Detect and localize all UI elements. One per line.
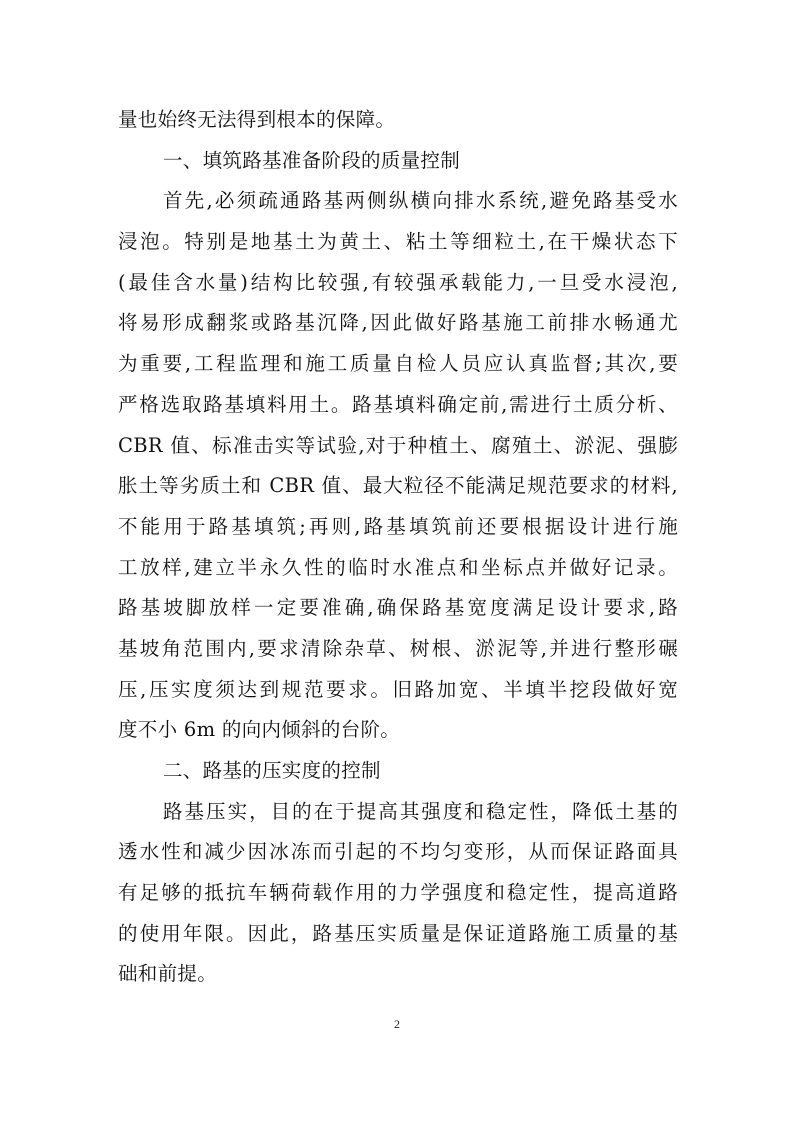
paragraph-line: 首先,必须疏通路基两侧纵横向排水系统,避免路基受水 (163, 189, 678, 213)
section-heading-1: 一、填筑路基准备阶段的质量控制 (163, 148, 461, 172)
section-heading-2: 二、路基的压实度的控制 (163, 759, 381, 782)
paragraph-line: 将易形成翻浆或路基沉降,因此做好路基施工前排水畅通尤 (118, 311, 678, 335)
paragraph-line: 基坡角范围内,要求清除杂草、树根、淤泥等,并进行整形碾 (118, 636, 678, 660)
paragraph-line: 压,压实度须达到规范要求。旧路加宽、半填半挖段做好宽 (118, 677, 678, 701)
paragraph-line: (最佳含水量)结构比较强,有较强承载能力,一旦受水浸泡, (118, 270, 678, 294)
body-text (118, 100, 678, 995)
paragraph-line: 不能用于路基填筑;再则,路基填筑前还要根据设计进行施 (118, 514, 678, 538)
paragraph-line: 胀土等劣质土和 CBR 值、最大粒径不能满足规范要求的材料, (118, 474, 678, 498)
paragraph-line: 浸泡。特别是地基土为黄土、粘土等细粒土,在干燥状态下 (118, 230, 678, 254)
paragraph-line: 严格选取路基填料用土。路基填料确定前,需进行土质分析、 (118, 392, 678, 416)
paragraph-line: 路基压实，目的在于提高其强度和稳定性，降低土基的 (163, 799, 678, 823)
paragraph-line: 路基坡脚放样一定要准确,确保路基宽度满足设计要求,路 (118, 596, 678, 620)
paragraph-line: 有足够的抵抗车辆荷载作用的力学强度和稳定性，提高道路 (118, 881, 678, 905)
paragraph-line: 的使用年限。因此，路基压实质量是保证道路施工质量的基 (118, 921, 678, 945)
paragraph-line: 度不小 6m 的向内倾斜的台阶。 (118, 718, 401, 742)
page-number: 2 (394, 1017, 400, 1031)
paragraph-line: CBR 值、标准击实等试验,对于种植土、腐殖土、淤泥、强膨 (118, 433, 678, 457)
paragraph-line: 透水性和减少因冰冻而引起的不均匀变形，从而保证路面具 (118, 840, 678, 864)
paragraph-line: 量也始终无法得到根本的保障。 (118, 108, 396, 131)
paragraph-line: 为重要,工程监理和施工质量自检人员应认真监督;其次,要 (118, 352, 678, 376)
paragraph-line: 础和前提。 (118, 962, 218, 986)
paragraph-line: 工放样,建立半永久性的临时水准点和坐标点并做好记录。 (118, 555, 678, 579)
